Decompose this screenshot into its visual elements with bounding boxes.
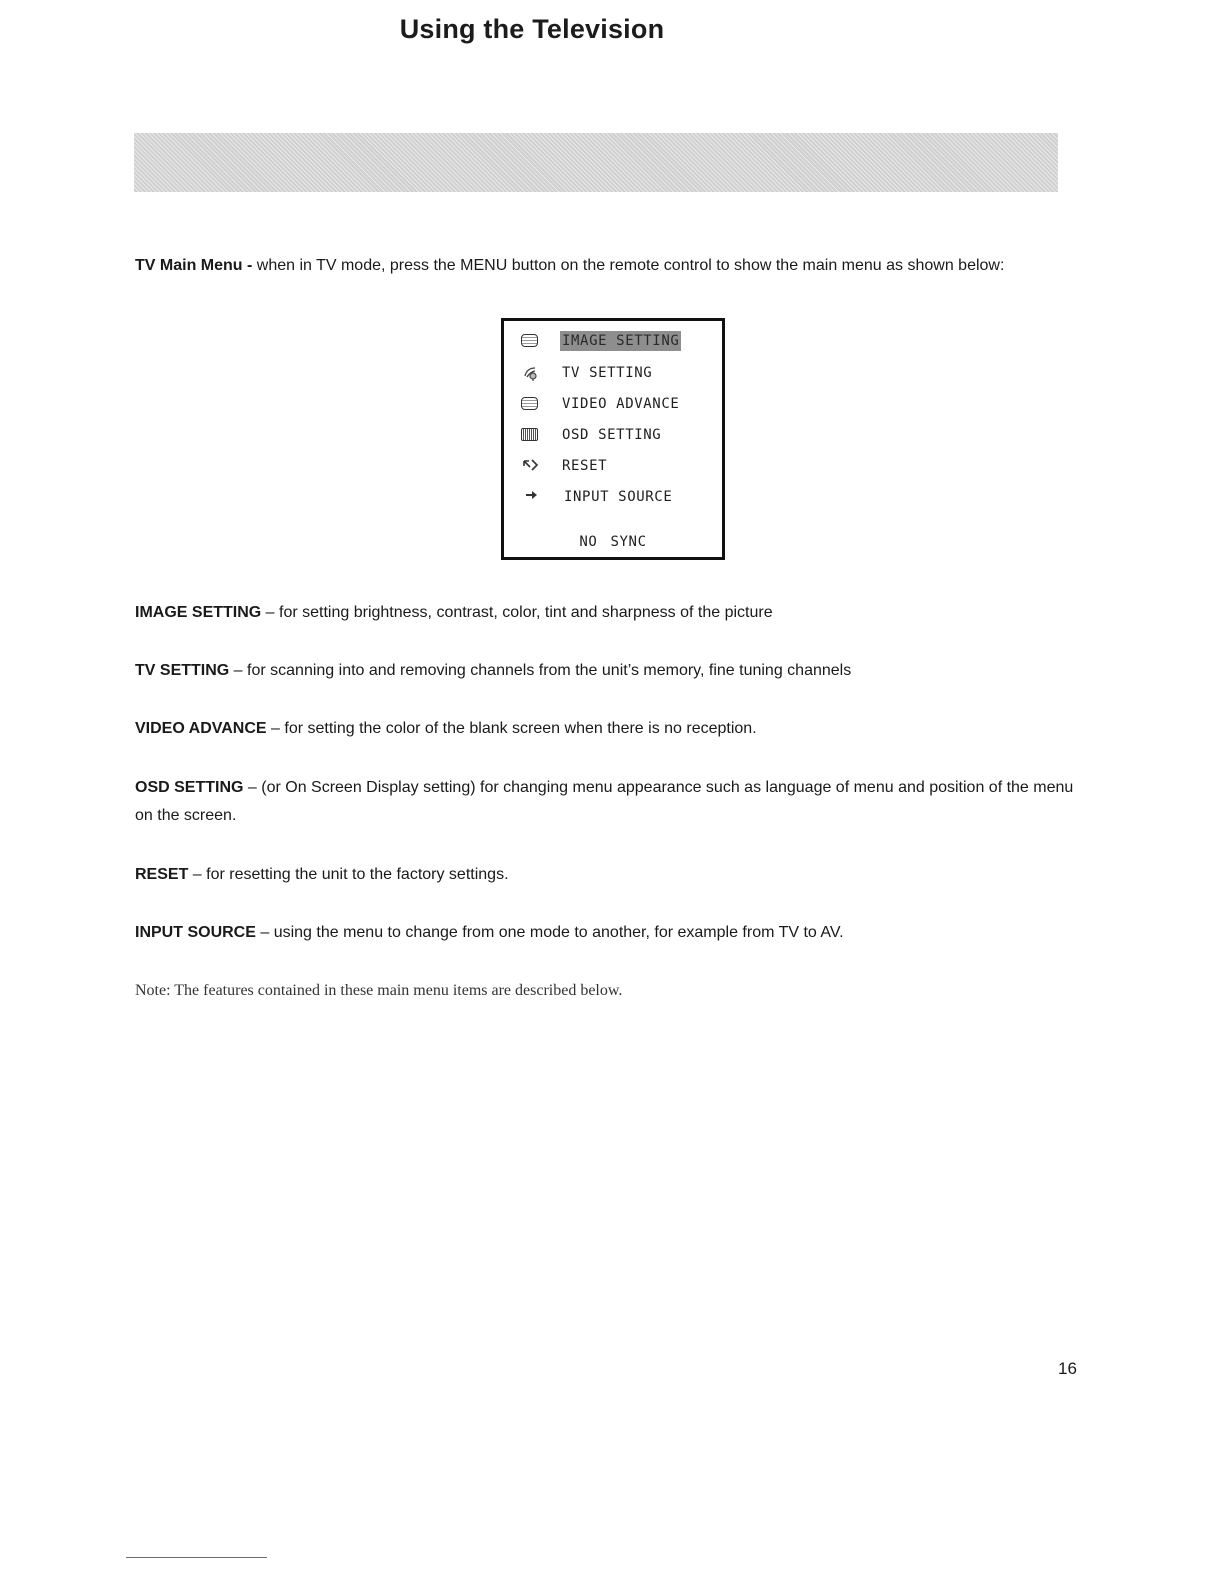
description-text: – for setting the color of the blank screen when there is no reception. [266,720,757,737]
description-term: TV SETTING [135,662,230,679]
osd-icon [521,428,538,441]
menu-item-label: INPUT SOURCE [564,489,673,505]
menu-item-label: RESET [562,458,608,474]
title-banner [134,133,1058,192]
description-text: – for resetting the unit to the factory settings. [188,866,509,883]
menu-item-tv-setting [504,361,722,385]
intro-term: TV Main Menu - [135,257,253,274]
description-term: RESET [135,866,189,883]
description-input-source [135,919,1095,947]
menu-item-label: OSD SETTING [562,427,662,443]
page-title: Using the Television [399,14,665,44]
description-text: – using the menu to change from one mode to another, for example from TV to AV. [255,924,844,941]
description-text: – (or On Screen Display setting) for changing menu appearance such as language of menu and position of the menu on the screen. [135,779,1074,824]
description-osd-setting [135,774,1095,830]
menu-status-text: NO SYNC [579,534,647,550]
video-screen-icon [521,397,538,410]
intro-paragraph [135,256,1095,276]
menu-item-label: VIDEO ADVANCE [562,396,680,412]
footer-rule [126,1557,267,1558]
satellite-icon [520,364,542,382]
menu-item-osd-setting [504,423,722,447]
description-reset [135,861,1095,889]
page-number: 16 [1058,1359,1077,1378]
screen-icon [521,334,538,347]
description-term: IMAGE SETTING [135,604,262,621]
description-term: OSD SETTING [135,779,244,796]
description-image-setting [135,599,1095,627]
description-video-advance [135,715,1095,743]
menu-item-reset [504,454,722,478]
menu-item-label: TV SETTING [562,365,653,381]
note-text: Note: The features contained in these main menu items are described below. [135,982,623,999]
description-text: – for setting brightness, contrast, color, tint and sharpness of the picture [261,604,773,621]
tv-main-menu [501,318,725,560]
description-tv-setting [135,657,1095,685]
reset-icon [520,457,542,475]
input-arrow-icon [520,488,542,506]
intro-text: when in TV mode, press the MENU button on the remote control to show the main menu as shown below: [252,257,1005,274]
menu-item-input-source [504,485,722,509]
menu-item-video-advance [504,392,722,416]
description-term: VIDEO ADVANCE [135,720,267,737]
description-text: – for scanning into and removing channels from the unit’s memory, fine tuning channels [229,662,852,679]
menu-item-image-setting [504,329,722,353]
description-term: INPUT SOURCE [135,924,256,941]
menu-item-label: IMAGE SETTING [562,333,680,349]
